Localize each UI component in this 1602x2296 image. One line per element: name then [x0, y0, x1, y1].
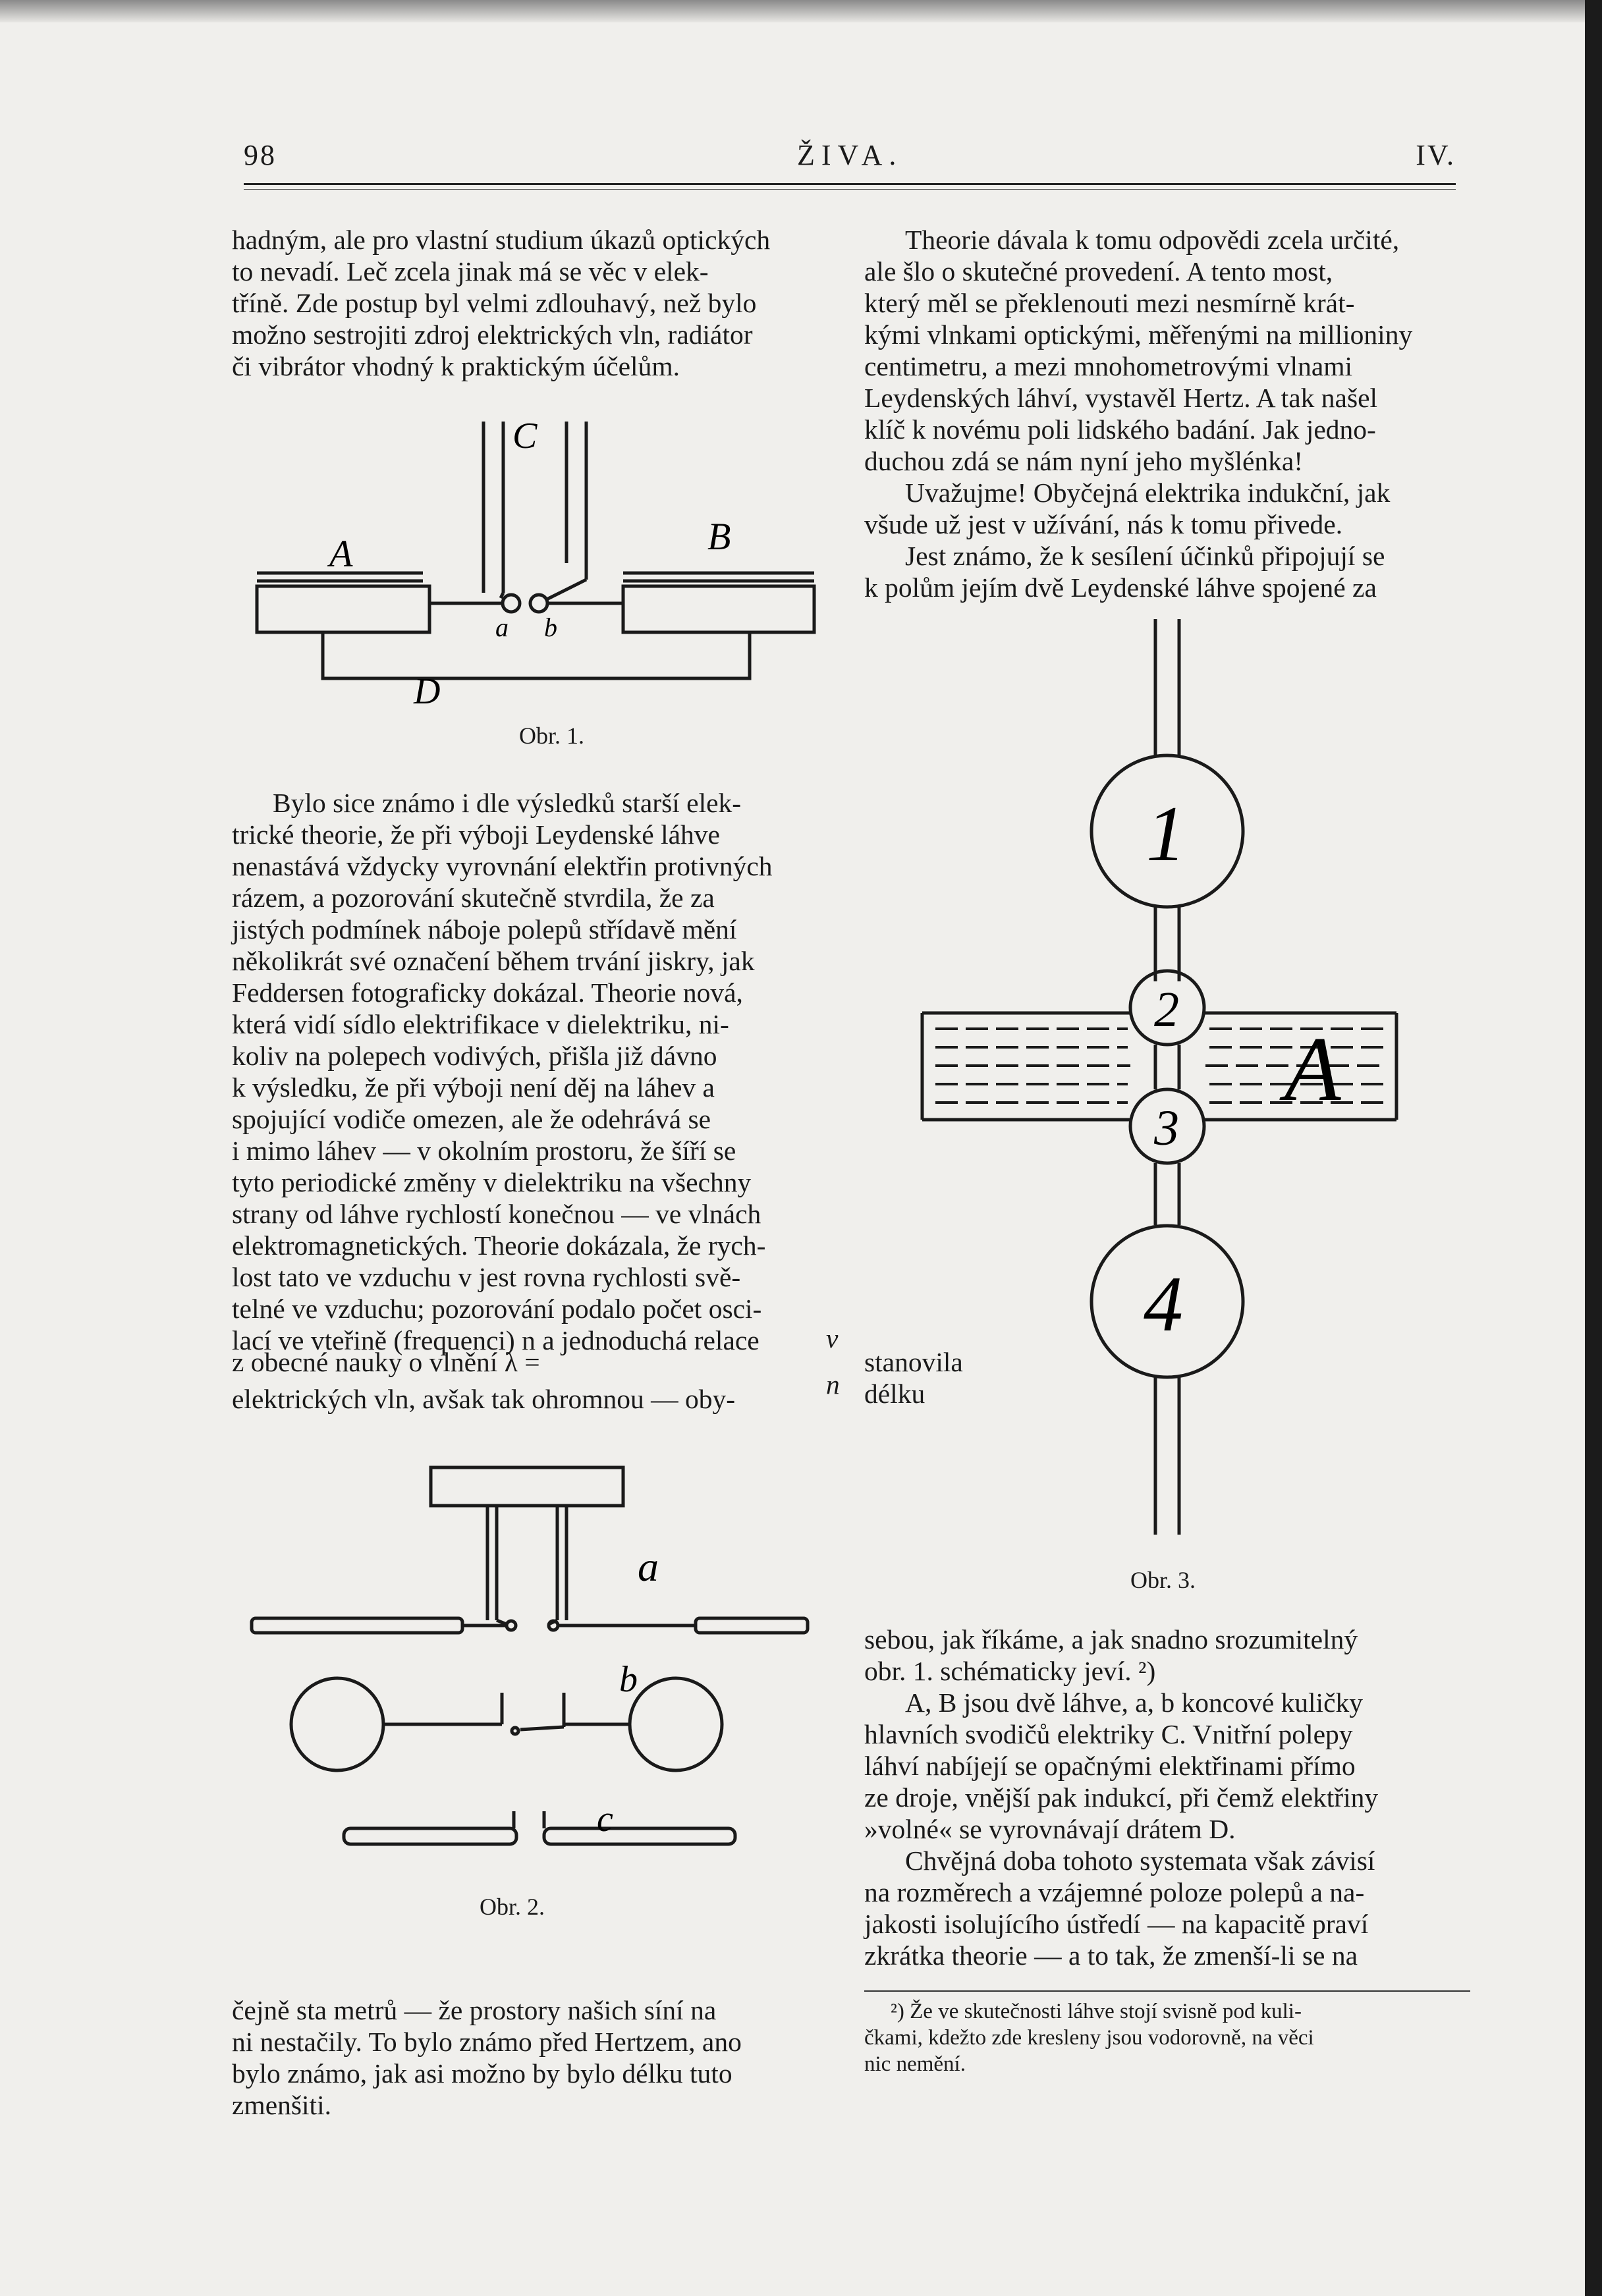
text-line: obr. 1. schématicky jeví. ²): [864, 1656, 1156, 1686]
fig2-label-c: c: [597, 1799, 613, 1840]
fig3-label-1: 1: [1146, 790, 1186, 877]
text-line: Theorie dávala k tomu odpovědi zcela určité,: [905, 225, 1400, 255]
text-line: jakosti isolujícího ústředí — na kapacitě praví: [864, 1909, 1369, 1939]
text-line: centimetru, a mezi mnohometrovými vlnami: [864, 351, 1353, 381]
text-line: k polům jejím dvě Leydenské láhve spojené za: [864, 572, 1377, 603]
text-line: tříně. Zde postup byl velmi zdlouhavý, než bylo: [232, 288, 757, 318]
text-line: Feddersen fotograficky dokázal. Theorie nová,: [232, 977, 743, 1008]
fig3-label-3: 3: [1154, 1101, 1179, 1156]
journal-title: ŽIVA.: [797, 139, 903, 171]
column-right-bottom: [864, 1624, 1470, 1971]
footnote-line: nic nemění.: [864, 2052, 966, 2076]
fig1-label-C: C: [512, 416, 538, 456]
text-line: ale šlo o skutečné provedení. A tento most,: [864, 256, 1333, 287]
figure-1-caption: Obr. 1.: [519, 723, 584, 749]
text-line: či vibrátor vhodný k praktickým účelům.: [232, 351, 680, 381]
formula-prefix: z obecné nauky o vlnění λ =: [232, 1347, 540, 1377]
text-line: několikrát své označení během trvání jiskry, jak: [232, 946, 755, 976]
text-line: spojující vodiče omezen, ale že odehrává se: [232, 1104, 711, 1134]
text-line: Jest známo, že k sesílení účinků připojují se: [905, 541, 1385, 571]
figure-2-caption: Obr. 2.: [480, 1894, 545, 1920]
footnote-line: čkami, kdežto zde kresleny jsou vodorovně, na věci: [864, 2026, 1314, 2050]
header-rule: [244, 183, 1456, 190]
text-line: zmenšiti.: [232, 2090, 331, 2120]
text-line: která vidí sídlo elektrifikace v dielektriku, ni-: [232, 1009, 729, 1039]
text-line: telné ve vzduchu; pozorování podalo počet osci-: [232, 1294, 762, 1324]
figure-3-diagram: [916, 613, 1443, 1561]
formula-numerator: v: [826, 1323, 839, 1353]
text-line: duchou zdá se nám nyní jeho myšlénka!: [864, 446, 1304, 476]
footnote: [864, 1990, 1470, 2077]
fig2-label-a: a: [638, 1543, 659, 1590]
text-line: rázem, a pozorování skutečně stvrdila, že za: [232, 883, 715, 913]
text-line: sebou, jak říkáme, a jak snadno srozumitelný: [864, 1624, 1358, 1654]
text-line: zkrátka theorie — a to tak, že zmenší-li se na: [864, 1940, 1358, 1971]
text-line: Chvějná doba tohoto systemata však závisí: [905, 1845, 1375, 1876]
figure-2-diagram: [244, 1456, 823, 1890]
column-right-top: [864, 224, 1470, 603]
fig1-label-D: D: [414, 671, 441, 712]
fig1-label-B: B: [707, 515, 731, 558]
fig1-label-A: A: [329, 532, 353, 575]
fig1-label-a: a: [495, 613, 509, 642]
text-line: na rozměrech a vzájemné poloze polepů a na-: [864, 1877, 1365, 1907]
text-line: k výsledku, že při výboji není děj na láhev a: [232, 1072, 715, 1103]
figure-1-diagram: [250, 408, 830, 724]
fig3-label-2: 2: [1154, 982, 1179, 1037]
text-line: Bylo sice známo i dle výsledků starší elek-: [273, 788, 742, 818]
fig3-label-A: A: [1284, 1018, 1341, 1120]
text-line: strany od láhve rychlostí konečnou — ve vlnách: [232, 1199, 761, 1229]
text-line: klíč k novému poli lidského badání. Jak jedno-: [864, 414, 1376, 445]
text-line: Leydenských láhví, vystavěl Hertz. A tak našel: [864, 383, 1378, 413]
text-line: i mimo láhev — v okolním prostoru, že šíří se: [232, 1135, 736, 1166]
page-scan-edge-top: [0, 0, 1602, 22]
text-line: který měl se překlenouti mezi nesmírně krát-: [864, 288, 1355, 318]
text-line: ni nestačily. To bylo známo před Hertzem, ano: [232, 2027, 742, 2057]
text-line: hlavních svodičů elektriky C. Vnitřní polepy: [864, 1719, 1353, 1749]
page-number: 98: [244, 139, 277, 171]
text-line: možno sestrojiti zdroj elektrických vln, radiátor: [232, 319, 753, 350]
text-line: ze droje, vnější pak indukcí, při čemž elektřiny: [864, 1782, 1379, 1813]
fig3-label-4: 4: [1144, 1260, 1183, 1348]
column-left-middle: [232, 787, 838, 1356]
figure-3-caption: Obr. 3.: [1130, 1567, 1196, 1593]
footnote-line: ²) Že ve skutečnosti láhve stojí svisně pod kuli-: [891, 2000, 1302, 2023]
formula-suffix: stanovila délku: [864, 1347, 963, 1409]
text-line: elektromagnetických. Theorie dokázala, že rych-: [232, 1230, 766, 1261]
text-line: hadným, ale pro vlastní studium úkazů optických: [232, 225, 771, 255]
text-line: nenastává vždycky vyrovnání elektřin protivných: [232, 851, 773, 881]
volume-number: IV.: [1416, 139, 1456, 171]
text-line: A, B jsou dvě láhve, a, b koncové kuličky: [905, 1687, 1363, 1718]
text-line: všude už jest v užívání, nás k tomu přivede.: [864, 509, 1343, 539]
page-scan-edge-right: [1585, 0, 1602, 2296]
fig1-label-b: b: [544, 613, 557, 642]
text-line: čejně sta metrů — že prostory našich síní na: [232, 1995, 717, 2025]
text-line: »volné« se vyrovnávají drátem D.: [864, 1814, 1236, 1844]
column-left-after-formula: [232, 1383, 838, 1415]
text-line: jistých podmínek náboje polepů střídavě mění: [232, 914, 737, 944]
text-line: koliv na polepech vodivých, přišla již dávno: [232, 1041, 717, 1071]
formula-denominator: n: [826, 1369, 840, 1400]
text-line: láhví nabíjejí se opačnými elektřinami přímo: [864, 1751, 1356, 1781]
text-line: Uvažujme! Obyčejná elektrika indukční, jak: [905, 478, 1391, 508]
text-line: to nevadí. Leč zcela jinak má se věc v elek-: [232, 256, 709, 287]
text-line: kými vlnkami optickými, měřenými na millioniny: [864, 319, 1413, 350]
text-line: trické theorie, že při výboji Leydenské láhve: [232, 819, 720, 850]
text-line: bylo známo, jak asi možno by bylo délku tuto: [232, 2058, 732, 2089]
text-line: lost tato ve vzduchu v jest rovna rychlosti svě-: [232, 1262, 741, 1292]
fig2-label-b: b: [619, 1659, 638, 1700]
text-line: elektrických vln, avšak tak ohromnou — oby-: [232, 1384, 736, 1414]
text-line: lací ve vteřině (frequenci) n a jednoduchá relace: [232, 1325, 760, 1355]
page-header: [244, 138, 1456, 178]
column-left-bottom: [232, 1994, 838, 2121]
column-left-top: [232, 224, 825, 382]
text-line: tyto periodické změny v dielektriku na všechny: [232, 1167, 752, 1197]
